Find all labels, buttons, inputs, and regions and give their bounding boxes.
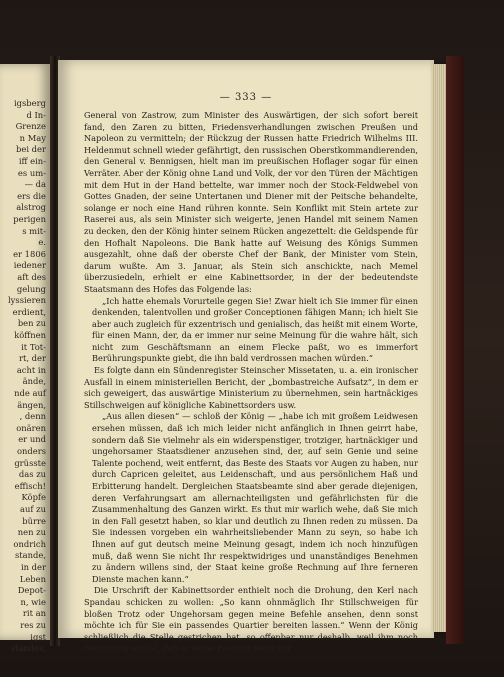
left-page-fragment: igsberg [13, 98, 46, 108]
left-page-fragment: nde auf [14, 388, 46, 398]
page-number: — 333 — [219, 92, 273, 103]
left-page-fragment: er und [18, 434, 46, 445]
left-page-fragment: ers die [17, 190, 46, 201]
left-page-fragment: Grenze [15, 121, 46, 132]
left-page-fragment: auf zu [20, 504, 46, 514]
left-page-fragment: acht in [16, 364, 46, 375]
left-page-fragment: res zu [20, 620, 46, 630]
left-page-fragment: , denn [19, 411, 46, 422]
left-page-fragment: ängen, [17, 399, 46, 410]
left-page-fragment: iff ein- [18, 156, 46, 166]
left-page-fragment: Köpfe [21, 492, 46, 503]
page-text [84, 110, 418, 655]
left-page-fragment: Leben [19, 573, 46, 584]
left-page-fragment: nen zu [17, 527, 46, 538]
left-page-fragment: stande, [14, 550, 46, 561]
left-page-fragment: bürre [22, 515, 46, 526]
right-page [58, 60, 434, 654]
book-cover-edge [446, 56, 464, 644]
left-page-fragment: — da [24, 179, 46, 190]
left-page-fragment: e. [38, 237, 46, 248]
left-page-fragment: grüsste [14, 457, 46, 468]
left-page-fragment: ben zu [17, 318, 46, 329]
left-page-fragment: ände, [22, 376, 46, 387]
left-page-fragment: perigen [13, 214, 46, 224]
left-page-fragment: ondrich [13, 538, 46, 549]
left-page-fragment: n May [19, 132, 46, 143]
left-page-fragment: s mit- [22, 225, 46, 236]
left-page-fragment: er 1806 [13, 248, 46, 259]
left-page-fragment: es um- [17, 167, 46, 178]
left-page-fragment: lyssieren [8, 295, 46, 306]
left-page-fragment: effisch! [14, 480, 46, 491]
left-page-fragment: das zu [18, 469, 46, 480]
paragraph-4: „Aus allen diesen“ — schloß der König — „habe ich mit großem Leidwesen ersehen müssen, daß ich mich leider nicht anfänglich in Ihnen geirrt habe, sondern daß Sie vielmehr als ein widerspenstiger, trotziger, hartnäckiger und ungehorsamer Staatsdiener anzusehen sind, der, auf sein Genie und seine Talente pochend, weit entfernt, das Beste des Staats vor Augen zu haben, nur durch Capricen geleitet, aus Leidenschaft, und aus persönlichem Haß und Erbitterung handelt. Dergleichen Staatsbeamte sind aber gerade diejenigen, deren Verfahrungsart am allernachteiligsten und gefährlichsten für die Zusammenhaltung des Ganzen wirkt. Es thut mir warlich wehe, daß Sie mich in den Fall gesetzt haben, so klar und deutlich zu Ihnen reden zu müssen. Da Sie indessen vorgeben ein wahrheitsliebender Mann zu seyn, so habe ich Ihnen auf gut deutsch meine Meinung gesagt, indem ich noch hinzufügen muß, daß wenn Sie nicht Ihr respektwidriges und unanständiges Benehmen zu ändern willens sind, der Staat keine große Rechnung auf Ihre ferneren Dienste machen kann.“ [92, 411, 418, 584]
left-page-fragment: rt, der [18, 353, 46, 364]
left-page-fragment: alstrog [16, 202, 46, 213]
left-page-fragment: aft des [17, 272, 46, 282]
left-page-fragment: gelung [16, 283, 46, 294]
left-page-fragment: n, wie [20, 596, 46, 607]
left-page-fragment: köffnen [14, 330, 46, 340]
paragraph-5: Die Urschrift der Kabinettsorder enthielt noch die Drohung, den Kerl nach Spandau schicken zu wollen: „So kann ohnmäglich Ihr Stillschweigen für bloßen Trotz oder Ungehorsam gegen meine Befehle ansehen, denn sonst möchte ich für Sie ein passendes Quartier bereiten lassen.“ Wenn der König schließlich die Stelle gestrichen hat, so offenbar nur deshalb, weil ihm noch rechtzeitig einfiel, daß er keine Festung mehr zur [84, 585, 418, 654]
left-page-fragment: bei der [16, 144, 46, 155]
paragraph-1: General von Zastrow, zum Minister des Auswärtigen, der sich sofort bereit fand, den Zaren zu bitten, Friedensverhandlungen zwischen Preußen und Napoleon zu vermitteln; der Rückzug der Russen hatte Friedrich Wilhelms III. Heldenmut schnell wieder gefährtigt, den russischen Oberstkommandierenden, den General v. Bennigsen, hielt man im preußischen Hoflager sogar für einen Verräter. Aber der König ohne Land und Volk, der vor den Türen der Mächtigen mit dem Hut in der Hand bettelte, war immer noch der Stock-Feldwebel von Gottes Gnaden, der seine Untertanen und Diener mit der Peitsche behandelte, solange er noch eine Hand rühren konnte. Sein Konflikt mit Stein artete zur Raserei aus, als sein Minister sich weigerte, jenen Handel mit seinem Namen zu decken, den der König hinter seinem Rücken angezettelt: die Geldspende für den Hofhalt Napoleons. Die Bank hatte auf Weisung des Königs Summen ausgezahlt, ohne daß der oberste Chef der Bank, der Minister vom Stein, darum wußte. Am 3. Januar, als Stein sich anschickte, nach Memel überzusiedeln, erhielt er eine Kabinettsorder, in der der bedeutendste Staatsmann des Hofes das Folgende las: [84, 110, 418, 294]
left-page-fragment: it Tot- [21, 341, 46, 352]
left-page-fragment: in der [20, 562, 46, 572]
left-page-fragment: igst [30, 631, 46, 642]
left-page [0, 64, 50, 654]
left-page-fragment: d In- [26, 109, 46, 120]
left-page-fragment: rit an [22, 608, 46, 619]
left-page-fragment: onären [16, 422, 46, 433]
left-page-fragment: onders [16, 446, 46, 456]
paragraph-3: Es folgte dann ein Sündenregister Steinscher Missetaten, u. a. ein ironischer Ausfall in einem ministeriellen Bericht, der „bombastreiche Aufsatz“, in dem er sich geweigert, das auswärtige Ministerium zu übernehmen, sein hartnäckiges Stillschweigen auf königliche Kabinettsorders usw. [84, 365, 418, 410]
left-page-fragment: iedener [13, 260, 46, 271]
left-page-fragment: Depot- [17, 585, 46, 596]
page-edge [432, 64, 446, 632]
left-page-fragment: standes, [10, 643, 46, 654]
left-page-fragment: erdient, [12, 306, 46, 317]
paragraph-2: „Ich hatte ehemals Vorurteile gegen Sie! Zwar hielt ich Sie immer für einen denkenden, talentvollen und großer Conceptionen fähigen Mann; ich hielt Sie aber auch zugleich für exzentrisch und genialisch, das heißt mit einem Worte, für einen Mann, der, da er immer nur seine Meinung für die wahre hält, sich nicht zum Geschäftsmann an einem Flecke paßt, wo es immerfort Berührungspunkte giebt, die ihn bald verdrossen machen würden.“ [92, 295, 418, 364]
